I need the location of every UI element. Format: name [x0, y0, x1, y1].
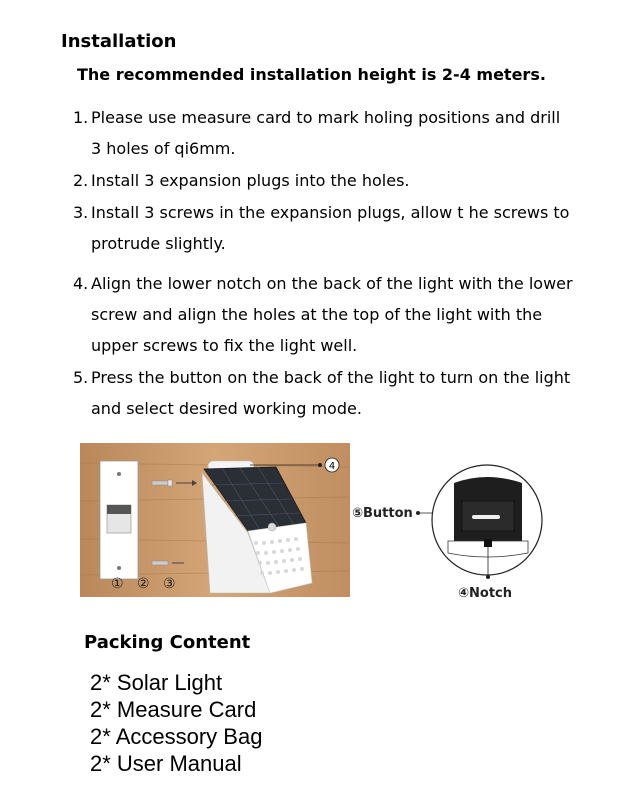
installation-illustration-svg	[80, 443, 350, 597]
step-item	[73, 268, 573, 361]
recommended-height-note: The recommended installation height is 2-4 meters.	[77, 65, 546, 84]
packing-item: 2* User Manual	[90, 751, 242, 776]
step-text: Please use measure card to mark holing positions and drill 3 holes of qi6mm.	[91, 108, 561, 158]
step-number: 4.	[73, 274, 89, 293]
step-text: Install 3 screws in the expansion plugs, allow t he screws to protrude slightly.	[91, 203, 570, 253]
step-number: 5.	[73, 368, 89, 387]
light-back-icon	[448, 477, 528, 557]
measure-card-panel-icon	[107, 505, 131, 514]
packing-title: Packing Content	[84, 632, 251, 653]
notch-callout-label: ④Notch	[458, 586, 512, 601]
installation-illustration	[80, 443, 350, 597]
back-detail-illustration	[350, 443, 550, 613]
callout-4-label: 4	[328, 461, 336, 472]
packing-item: 2* Solar Light	[90, 670, 223, 695]
step-number: 1.	[73, 108, 89, 127]
callout-3-label: ③	[163, 576, 176, 592]
callout-2-label: ②	[137, 576, 150, 592]
callout-1-label: ①	[111, 576, 124, 592]
step-text: Install 3 expansion plugs into the holes.	[91, 171, 410, 190]
page-title: Installation	[61, 31, 177, 52]
step-number: 2.	[73, 171, 89, 190]
hole-mark-icon	[117, 472, 121, 476]
packing-item: 2* Accessory Bag	[90, 724, 263, 749]
back-detail-svg	[350, 443, 550, 613]
notch-icon	[484, 539, 492, 547]
step-number: 3.	[73, 203, 89, 222]
step-text: Press the button on the back of the light to turn on the light and select desired working mode.	[91, 368, 571, 418]
packing-item: 2* Measure Card	[90, 697, 257, 722]
button-icon	[472, 515, 500, 519]
hole-mark-icon	[117, 566, 121, 570]
step-text: Align the lower notch on the back of the light with the lower screw and align the holes at the top of the light with the upper screws to fix the light well.	[91, 274, 573, 355]
step-item	[73, 102, 573, 164]
step-item	[73, 197, 573, 259]
step-item	[73, 165, 573, 196]
step-item	[73, 362, 573, 424]
packing-list	[90, 669, 262, 777]
button-callout-label: ⑤Button	[352, 506, 413, 521]
